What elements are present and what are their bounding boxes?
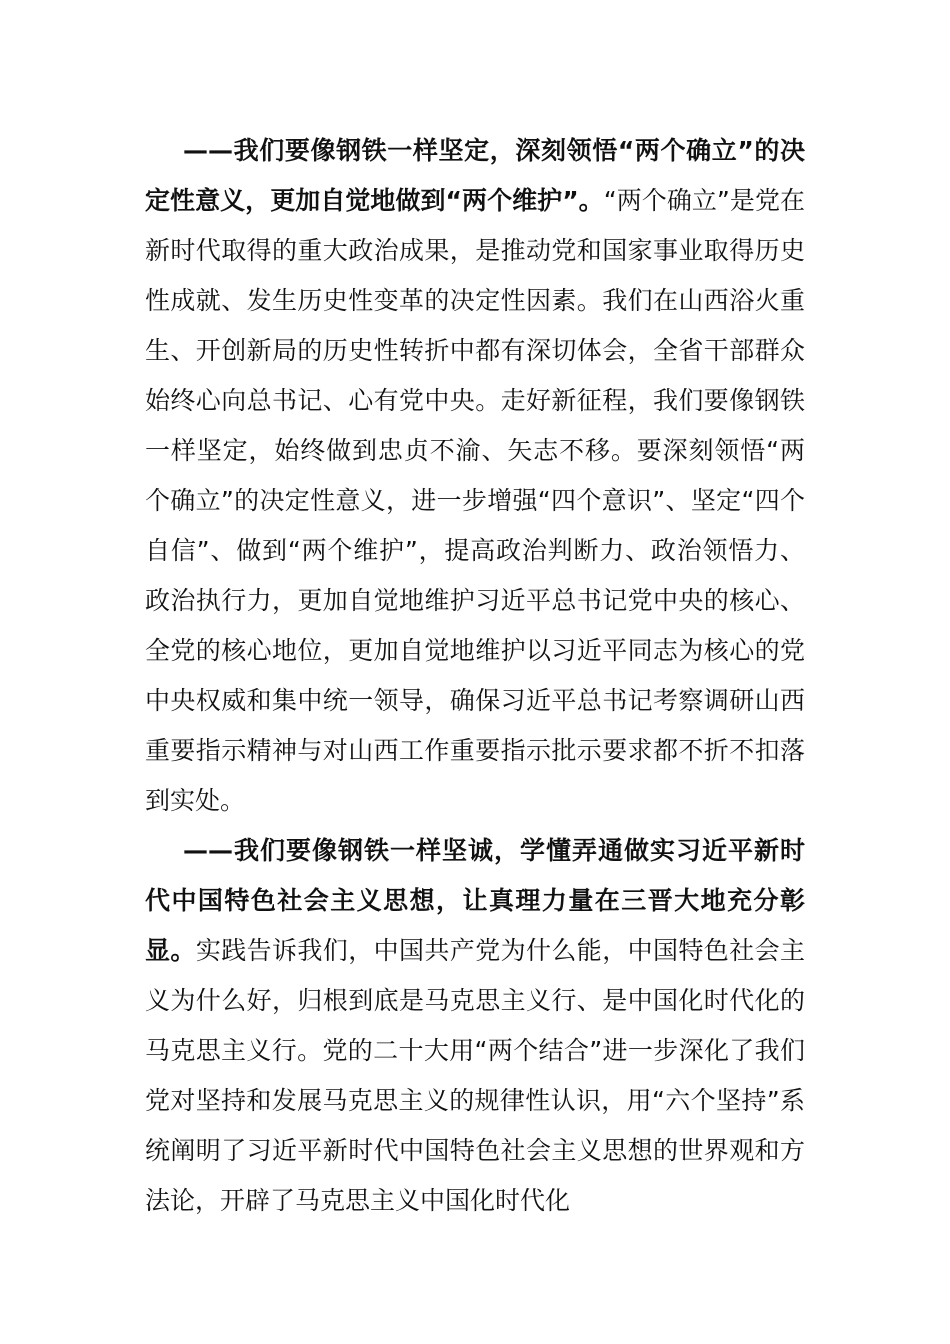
paragraph-2-lead: ——我们要像钢铁一样坚诚，学懂弄通做实习近平新时代中国特色社会主义思想，让真理力量在三晋大地充分彰显。 bbox=[145, 836, 805, 965]
paragraph-2-body: 实践告诉我们，中国共产党为什么能，中国特色社会主义为什么好，归根到底是马克思主义行、是中国化时代化的马克思主义行。党的二十大用“两个结合”进一步深化了我们党对坚持和发展马克思主义的规律性认识，用“六个坚持”系统阐明了习近平新时代中国特色社会主义思想的世界观和方法论，开辟了马克思主义中国化时代化 bbox=[145, 936, 805, 1215]
paragraph-1-lead: ——我们要像钢铁一样坚定，深刻领悟“两个确立”的决定性意义，更加自觉地做到“两个维护”。 bbox=[145, 136, 805, 215]
paragraph-1-body: “两个确立”是党在新时代取得的重大政治成果，是推动党和国家事业取得历史性成就、发生历史性变革的决定性因素。我们在山西浴火重生、开创新局的历史性转折中都有深切体会，全省干部群众始终心向总书记、心有党中央。走好新征程，我们要像钢铁一样坚定，始终做到忠贞不渝、矢志不移。要深刻领悟“两个确立”的决定性意义，进一步增强“四个意识”、坚定“四个自信”、做到“两个维护”，提高政治判断力、政治领悟力、政治执行力，更加自觉地维护习近平总书记党中央的核心、全党的核心地位，更加自觉地维护以习近平同志为核心的党中央权威和集中统一领导，确保习近平总书记考察调研山西重要指示精神与对山西工作重要指示批示要求都不折不扣落到实处。 bbox=[145, 186, 805, 815]
paragraph-2 bbox=[145, 826, 805, 1226]
document-body bbox=[145, 126, 805, 1226]
paragraph-1 bbox=[145, 126, 805, 826]
